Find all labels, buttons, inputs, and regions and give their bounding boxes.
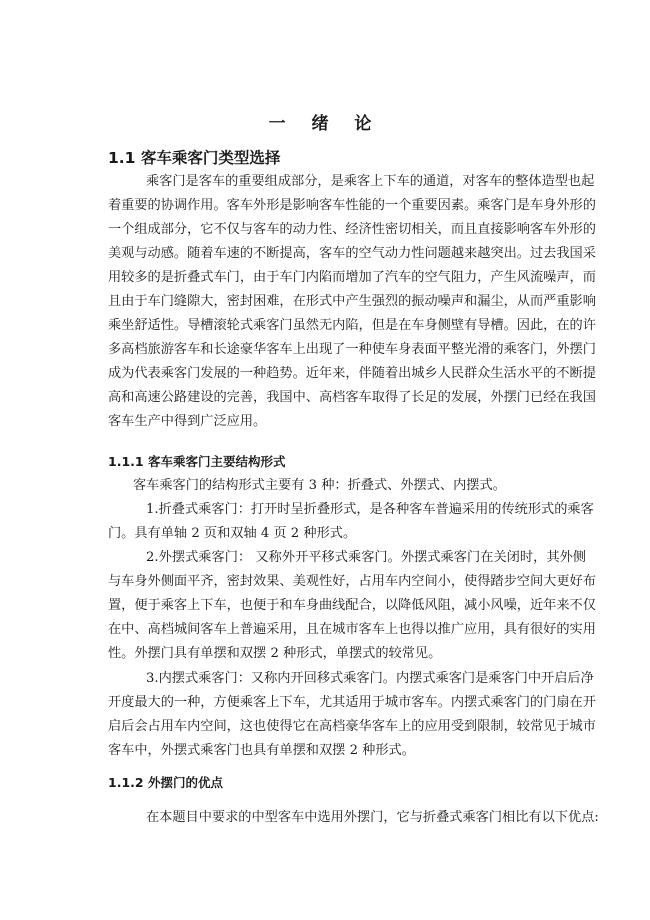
item-line: 启后会占用车内空间，这也使得它在高档豪华客车上的应用受到限制，较常见于城市 — [108, 719, 596, 734]
chapter-title: 一 绪 论 — [268, 114, 382, 134]
item-line: 与车身外侧面平齐，密封效果、美观性好，占用车内空间小，使得踏步空间大更好布 — [108, 574, 596, 589]
item-line: 1.折叠式乘客门：打开时呈折叠形式，是各种客车普遍采用的传统形式的乘客 — [146, 502, 594, 517]
paragraph-line: 用较多的是折叠式车门，由于车门内陷而增加了汽车的空气阻力，产生风流噪声，而 — [108, 270, 596, 285]
item-line: 性。外摆门具有单摆和双摆 2 种形式，单摆式的较常见。 — [108, 646, 442, 661]
paragraph-line: 一个组成部分，它不仅与客车的动力性、经济性密切相关，而且直接影响客车外形的 — [108, 222, 596, 237]
paragraph-line: 且由于车门缝隙大，密封困难，在形式中产生强烈的振动噪声和漏尘，从而严重影响 — [108, 294, 596, 309]
subsection-heading-structure: 1.1.1 客车乘客门主要结构形式 — [108, 454, 286, 469]
item-line: 开度最大的一种，方便乘客上下车，尤其适用于城市客车。内摆式乘客门的门扇在开 — [108, 695, 596, 710]
paragraph-line: 乘坐舒适性。导槽滚轮式乘客门虽然无内陷，但是在车身侧壁有导槽。因此，在的许 — [108, 318, 596, 333]
section-heading: 1.1 客车乘客门类型选择 — [108, 149, 281, 167]
paragraph-line: 客车生产中得到广泛应用。 — [108, 414, 267, 429]
paragraph-line: 高和高速公路建设的完善，我国中、高档客车取得了长足的发展，外摆门已经在我国 — [108, 390, 596, 405]
item-line: 2.外摆式乘客门： 又称外开平移式乘客门。外摆式乘客门在关闭时，其外侧 — [146, 550, 586, 565]
paragraph-line: 美观与动感。随着车速的不断提高，客车的空气动力性问题越来越突出。过去我国采 — [108, 246, 596, 261]
paragraph-line: 成为代表乘客门发展的一种趋势。近年来，伴随着出城乡人民群众生活水平的不断提 — [108, 366, 596, 381]
item-line: 门。具有单轴 2 页和双轴 4 页 2 种形式。 — [108, 526, 357, 541]
item-line: 置，便于乘客上下车，也便于和车身曲线配合，以降低风阻，减小风噪，近年来不仅 — [108, 598, 596, 613]
item-line: 客车中，外摆式乘客门也具有单摆和双摆 2 种形式。 — [108, 743, 415, 758]
subsection-heading-advantages: 1.1.2 外摆门的优点 — [108, 775, 223, 790]
item-line: 3.内摆式乘客门：又称内开回移式乘客门。内摆式乘客门是乘客门中开启后净 — [146, 671, 594, 686]
intro-line: 客车乘客门的结构形式主要有 3 种：折叠式、外摆式、内摆式。 — [133, 478, 506, 493]
item-line: 在中、高档城间客车上普遍采用，且在城市客车上也得以推广应用，具有很好的实用 — [108, 622, 596, 637]
paragraph-line: 在本题目中要求的中型客车中选用外摆门，它与折叠式乘客门相比有以下优点: — [146, 810, 599, 825]
paragraph-line: 着重要的协调作用。客车外形是影响客车性能的一个重要因素。乘客门是车身外形的 — [108, 198, 596, 213]
paragraph-line: 多高档旅游客车和长途豪华客车上出现了一种使车身表面平整光滑的乘客门，外摆门 — [108, 342, 596, 357]
paragraph-line: 乘客门是客车的重要组成部分，是乘客上下车的通道，对客车的整体造型也起 — [146, 174, 595, 189]
